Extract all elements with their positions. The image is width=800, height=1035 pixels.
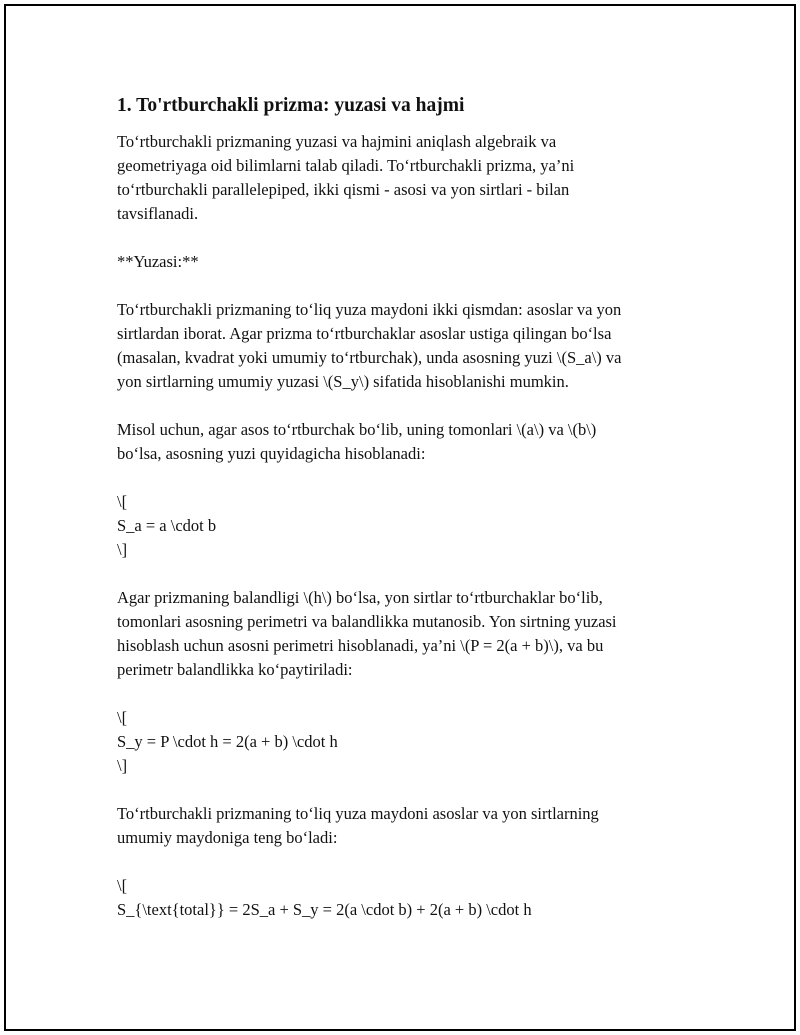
formula-total-area: \[ S_{\text{total}} = 2S_a + S_y = 2(a \cdot b) + 2(a + b) \cdot h [117,876,532,919]
section-heading-yuzasi: **Yuzasi:** [117,252,199,271]
paragraph-gap [117,778,697,802]
paragraph-gap [117,226,697,250]
paragraph-gap [117,274,697,298]
formula-lateral-area: \[ S_y = P \cdot h = 2(a + b) \cdot h \] [117,708,338,775]
paragraph-intro: To‘rtburchakli prizmaning yuzasi va hajmini aniqlash algebraik va geometriyaga oid bilimlarni talab qiladi. To‘rtburchakli prizma, ya’ni to‘rtburchakli parallelepiped, ikki qismi - asosi va yon sirtlari - bilan tavsiflanadi. [117,132,575,223]
document-body [117,94,697,922]
document-title: 1. To'rtburchakli prizma: yuzasi va hajmi [117,95,465,116]
paragraph-example: Misol uchun, agar asos to‘rtburchak bo‘lib, uning tomonlari \(a\) va \(b\) bo‘lsa, asosning yuzi quyidagicha hisoblanadi: [117,420,597,463]
paragraph-gap [117,562,697,586]
formula-base-area: \[ S_a = a \cdot b \] [117,492,217,559]
paragraph-gap [117,466,697,490]
paragraph-surface-area: To‘rtburchakli prizmaning to‘liq yuza maydoni ikki qismdan: asoslar va yon sirtlardan iborat. Agar prizma to‘rtburchaklar asoslar ustiga qilingan bo‘lsa (masalan, kvadrat yoki umumiy to‘rtburchak), unda asosning yuzi \(S_a\) va yon sirtlarning umumiy yuzasi \(S_y\) sifatida hisoblanishi mumkin. [117,300,622,391]
paragraph-gap [117,850,697,874]
paragraph-gap [117,682,697,706]
paragraph-total: To‘rtburchakli prizmaning to‘liq yuza maydoni asoslar va yon sirtlarning umumiy maydoniga teng bo‘ladi: [117,804,599,847]
paragraph-lateral: Agar prizmaning balandligi \(h\) bo‘lsa, yon sirtlar to‘rtburchaklar bo‘lib, tomonlari asosning perimetri va balandlikka mutanosib. Yon sirtning yuzasi hisoblash uchun asosni perimetri hisoblanadi, ya’ni \(P = 2(a + b)\), va bu perimetr balandlikka ko‘paytiriladi: [117,588,617,679]
paragraph-gap [117,394,697,418]
